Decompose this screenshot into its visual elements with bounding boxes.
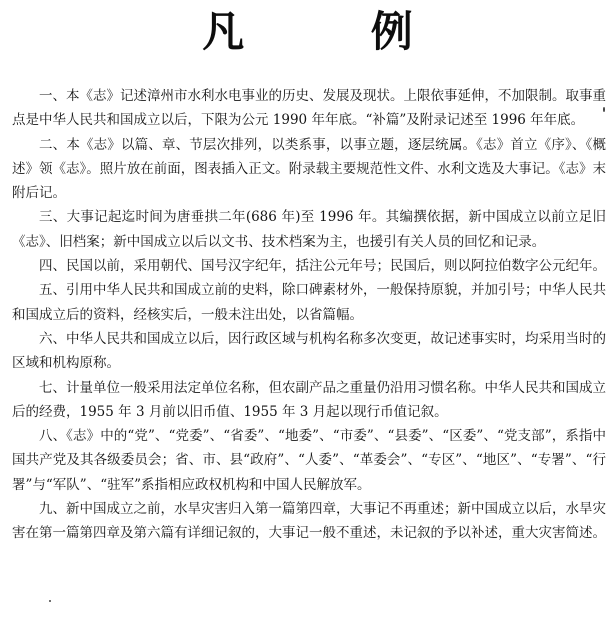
scan-speck: [603, 107, 605, 112]
guideline-paragraph-5: 五、引用中华人民共和国成立前的史料，除口碑素材外，一般保持原貌，并加引号；中华人民共和国成立后的资料，经核实后，一般未注出处，以省篇幅。: [12, 282, 606, 323]
guideline-paragraph-3: 三、大事记起迄时间为唐垂拱二年(686 年)至 1996 年。其编撰依据，新中国成立以前立足旧《志》、旧档案；新中国成立以后以文书、技术档案为主，也援引有关人员的回忆和记录。: [12, 209, 606, 250]
guideline-paragraph-1: 一、本《志》记述漳州市水利水电事业的历史、发展及现状。上限依事延伸，不加限制。取事重点是中华人民共和国成立以后，下限为公元 1990 年年底。“补篇”及附录记述至 1996 年年底。: [12, 88, 606, 129]
guideline-paragraph-9: 九、新中国成立之前，水旱灾害归入第一篇第四章，大事记不再重述；新中国成立以后，水旱灾害在第一篇第四章及第六篇有详细记叙的，大事记一般不重述，未记叙的予以补述，重大灾害简述。: [12, 501, 606, 542]
scan-speck: [49, 600, 51, 602]
guideline-paragraph-2: 二、本《志》以篇、章、节层次排列，以类系事，以事立题，逐层统属。《志》首立《序》、《概述》领《志》。照片放在前面，图表插入正文。附录载主要规范性文件、水利文选及大事记。《志》末附后记。: [12, 136, 606, 202]
page-title: 凡 例: [202, 7, 469, 56]
guideline-paragraph-4: 四、民国以前，采用朝代、国号汉字纪年，括注公元年号；民国后，则以阿拉伯数字公元纪年。: [39, 258, 606, 275]
guideline-paragraph-8: 八、《志》中的“党”、“党委”、“省委”、“地委”、“市委”、“县委”、“区委”、“党支部”，系指中国共产党及其各级委员会；省、市、县“政府”、“人委”、“革委会”、“专区”、“地区”、“专署”、“行署”与“军队”、“驻军”系指相应政权机构和中国人民解放军。: [12, 428, 606, 493]
guidelines-body: [12, 84, 606, 546]
guideline-paragraph-7: 七、计量单位一般采用法定单位名称，但农副产品之重量仍沿用习惯名称。中华人民共和国成立后的经费，1955 年 3 月前以旧币值、1955 年 3 月起以现行币值记叙。: [12, 379, 606, 420]
guideline-paragraph-6: 六、中华人民共和国成立以后，因行政区域与机构名称多次变更，故记述事实时，均采用当时的区域和机构原称。: [12, 330, 606, 372]
